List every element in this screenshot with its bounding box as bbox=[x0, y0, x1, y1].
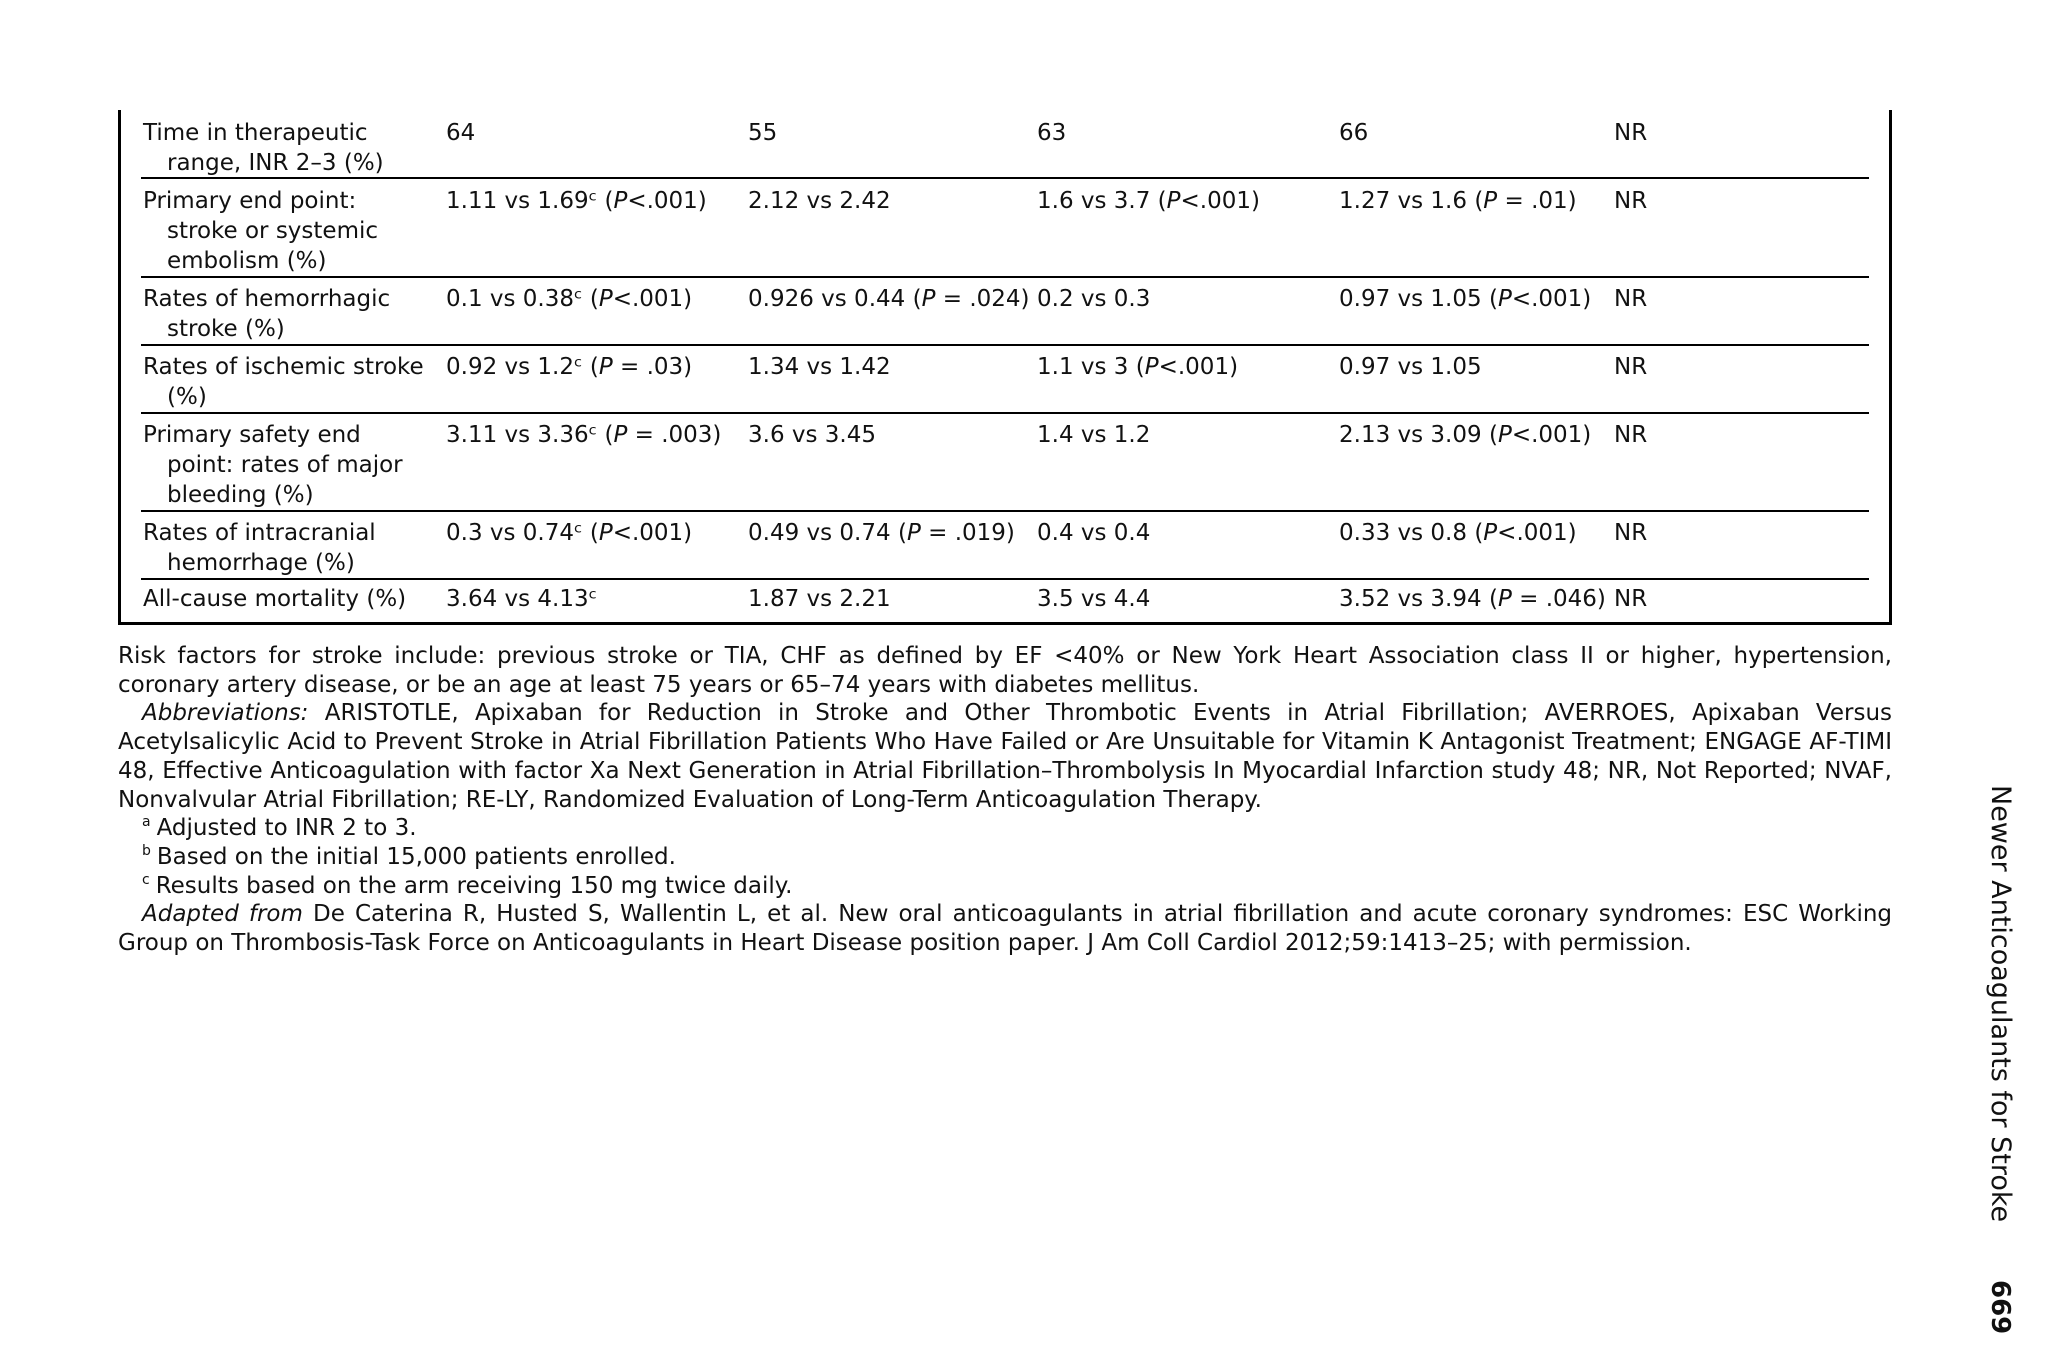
row-label: Rates of intracranial hemorrhage (%) bbox=[143, 520, 376, 576]
row-label: Primary end point: stroke or systemic embolism (%) bbox=[143, 188, 379, 274]
table-cell: 66 bbox=[1339, 120, 1369, 146]
risk-factors-note: Risk factors for stroke include: previous stroke or TIA, CHF as defined by EF <40% or New York Heart Association class II or higher, hypertension, coronary artery disease, or be an age at least 75 years or 65–74 years with diabetes mellitus. bbox=[118, 643, 1892, 698]
table-row bbox=[121, 110, 1889, 177]
running-head bbox=[1985, 785, 2016, 1223]
footnote-text: Adjusted to INR 2 to 3. bbox=[156, 815, 417, 842]
table-cell: 3.6 vs 3.45 bbox=[748, 422, 877, 448]
footnote-text: Results based on the arm receiving 150 mg twice daily. bbox=[155, 872, 793, 899]
footnote bbox=[118, 814, 1892, 843]
table-row bbox=[121, 412, 1889, 509]
table-cell: 3.52 vs 3.94 (P = .046) bbox=[1339, 586, 1606, 612]
table-cell: 0.97 vs 1.05 (P<.001) bbox=[1339, 286, 1592, 312]
table-cell: 1.87 vs 2.21 bbox=[748, 586, 891, 612]
table-cell: NR bbox=[1614, 422, 1648, 448]
table-cell: 0.1 vs 0.38ᶜ (P<.001) bbox=[446, 286, 693, 312]
table-cell: 63 bbox=[1037, 120, 1067, 146]
table-cell: 1.4 vs 1.2 bbox=[1037, 422, 1151, 448]
page-number-text: 669 bbox=[1985, 1280, 2015, 1335]
table-cell: NR bbox=[1614, 586, 1648, 612]
table-row bbox=[121, 276, 1889, 343]
table-notes bbox=[118, 642, 1892, 958]
table-cell: NR bbox=[1614, 354, 1648, 380]
footnote-mark: a bbox=[142, 814, 151, 831]
table-row bbox=[121, 178, 1889, 275]
table-cell: 3.64 vs 4.13ᶜ bbox=[446, 586, 598, 612]
row-label: Rates of hemorrhagic stroke (%) bbox=[143, 286, 391, 342]
table-cell: NR bbox=[1614, 188, 1648, 214]
data-table bbox=[118, 110, 1892, 625]
table-cell: 1.6 vs 3.7 (P<.001) bbox=[1037, 188, 1260, 214]
abbreviations-text: ARISTOTLE, Apixaban for Reduction in Stroke and Other Thrombotic Events in Atrial Fibrillation; AVERROES, Apixaban Versus Acetylsalicylic Acid to Prevent Stroke in Atrial Fibrillation Patients Who Have Failed or Are Unsuitable for Vitamin K Antagonist Treatment; ENGAGE AF-TIMI 48, Effective Anticoagulation with factor Xa Next Generation in Atrial Fibrillation–Thrombolysis In Myocardial Infarction study 48; NR, Not Reported; NVAF, Nonvalvular Atrial Fibrillation; RE-LY, Randomized Evaluation of Long-Term Anticoagulation Therapy. bbox=[118, 700, 1893, 813]
table-cell: 0.92 vs 1.2ᶜ (P = .03) bbox=[446, 354, 693, 380]
table-row bbox=[121, 344, 1889, 411]
footnote-text: Based on the initial 15,000 patients enrolled. bbox=[156, 843, 676, 870]
row-label: Time in therapeutic range, INR 2–3 (%) bbox=[143, 120, 384, 176]
table-cell: 1.27 vs 1.6 (P = .01) bbox=[1339, 188, 1577, 214]
table-row bbox=[121, 510, 1889, 577]
table-cell: 0.4 vs 0.4 bbox=[1037, 520, 1151, 546]
footnote-mark: b bbox=[142, 842, 151, 859]
table-cell: 0.3 vs 0.74ᶜ (P<.001) bbox=[446, 520, 693, 546]
table-row bbox=[121, 578, 1889, 622]
table-cell: 0.49 vs 0.74 (P = .019) bbox=[748, 520, 1015, 546]
table-cell: 2.12 vs 2.42 bbox=[748, 188, 891, 214]
row-label: Rates of ischemic stroke (%) bbox=[143, 354, 424, 410]
abbreviations-note bbox=[118, 699, 1892, 814]
table-cell: 2.13 vs 3.09 (P<.001) bbox=[1339, 422, 1592, 448]
table-cell: NR bbox=[1614, 286, 1648, 312]
table-cell: 3.5 vs 4.4 bbox=[1037, 586, 1151, 612]
abbreviations-label: Abbreviations: bbox=[142, 700, 309, 727]
footnote bbox=[118, 872, 1892, 901]
table-cell: NR bbox=[1614, 120, 1648, 146]
source-citation: De Caterina R, Husted S, Wallentin L, et al. New oral anticoagulants in atrial fibrillation and acute coronary syndromes: ESC Working Group on Thrombosis-Task Force on Anticoagulants in Heart Disease position paper. J Am Coll Cardiol 2012;59:1413–25; with permission. bbox=[118, 901, 1893, 957]
page-number bbox=[1985, 1280, 2015, 1335]
table-cell: 1.34 vs 1.42 bbox=[748, 354, 891, 380]
table-cell: 0.33 vs 0.8 (P<.001) bbox=[1339, 520, 1577, 546]
table-cell: 55 bbox=[748, 120, 778, 146]
footnote bbox=[118, 843, 1892, 872]
table-cell: 1.1 vs 3 (P<.001) bbox=[1037, 354, 1239, 380]
table-cell: 0.2 vs 0.3 bbox=[1037, 286, 1151, 312]
table-cell: 0.97 vs 1.05 bbox=[1339, 354, 1482, 380]
table-cell: 1.11 vs 1.69ᶜ (P<.001) bbox=[446, 188, 707, 214]
table-cell: NR bbox=[1614, 520, 1648, 546]
source-note bbox=[118, 900, 1892, 957]
row-label: Primary safety end point: rates of major bleeding (%) bbox=[143, 422, 403, 508]
adapted-from-label: Adapted from bbox=[142, 901, 303, 928]
table-cell: 64 bbox=[446, 120, 476, 146]
table-cell: 0.926 vs 0.44 (P = .024) bbox=[748, 286, 1030, 312]
table-cell: 3.11 vs 3.36ᶜ (P = .003) bbox=[446, 422, 722, 448]
running-head-text: Newer Anticoagulants for Stroke bbox=[1985, 785, 2016, 1223]
footnote-mark: c bbox=[142, 871, 150, 888]
row-label: All-cause mortality (%) bbox=[143, 586, 407, 612]
